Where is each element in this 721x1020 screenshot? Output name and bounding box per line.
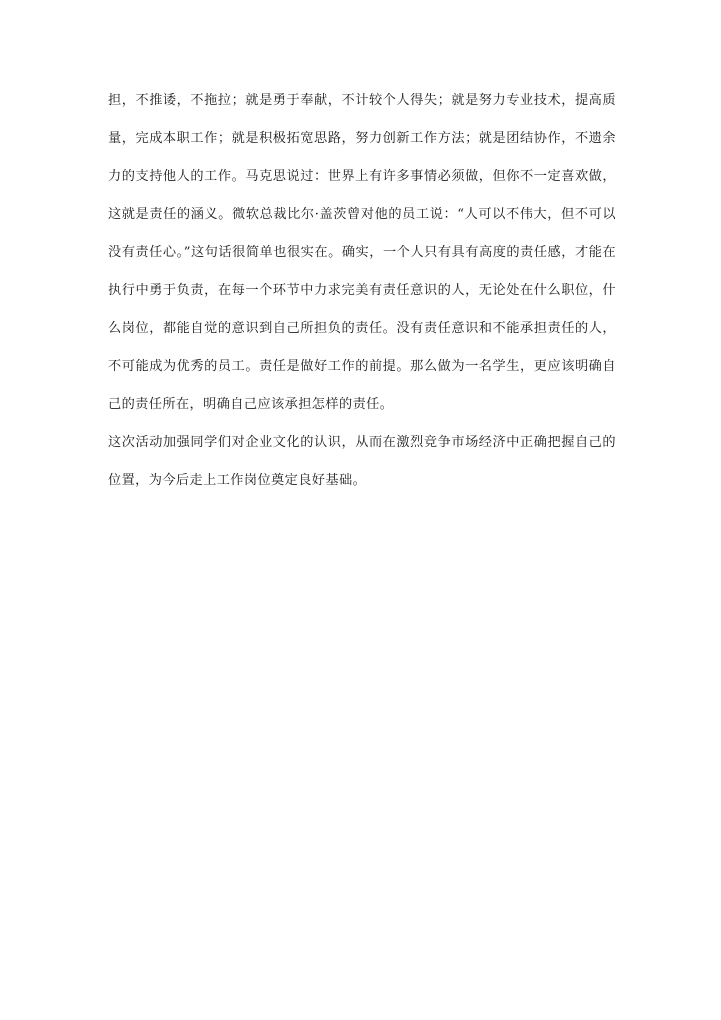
paragraph-1: 担，不推诿，不拖拉；就是勇于奉献，不计较个人得失；就是努力专业技术，提高质量，完成本职工作；就是积极拓宽思路，努力创新工作方法；就是团结协作，不遗余力的支持他人的工作。马克思说过：世界上有许多事情必须做，但你不一定喜欢做，这就是责任的涵义。微软总裁比尔·盖茨曾对他的员工说：“人可以不伟大，但不可以没有责任心。”这句话很简单也很实在。确实，一个人只有具有高度的责任感，才能在执行中勇于负责，在每一个环节中力求完美有责任意识的人，无论处在什么职位，什么岗位，都能自觉的意识到自己所担负的责任。没有责任意识和不能承担责任的人，不可能成为优秀的员工。责任是做好工作的前提。那么做为一名学生，更应该明确自己的责任所在，明确自己应该承担怎样的责任。 [108, 93, 616, 412]
paragraph-2: 这次活动加强同学们对企业文化的认识，从而在激烈竞争市场经济中正确把握自己的位置，为今后走上工作岗位奠定良好基础。 [108, 435, 616, 488]
document-body [108, 82, 616, 500]
